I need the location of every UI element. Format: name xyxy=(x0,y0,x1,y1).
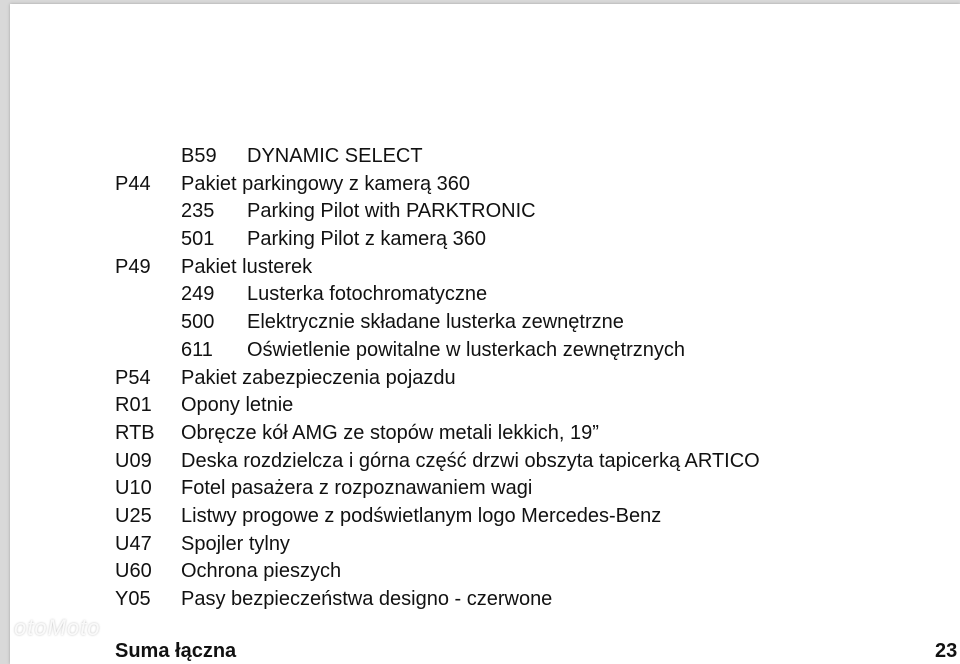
total-label: Suma łączna xyxy=(115,640,237,662)
option-code: P44 xyxy=(115,172,151,195)
option-text: Elektrycznie składane lusterka zewnętrzne xyxy=(247,311,624,334)
option-code: 500 xyxy=(181,311,215,334)
option-text: Pakiet parkingowy z kamerą 360 xyxy=(181,172,471,195)
option-code: 249 xyxy=(181,283,215,306)
option-code: Y05 xyxy=(115,588,151,610)
option-text: Obręcze kół AMG ze stopów metali lekkich, 19” xyxy=(181,421,599,444)
option-text: Pasy bezpieczeństwa designo - czerwone xyxy=(181,588,553,610)
watermark-logo: otoMoto xyxy=(14,615,101,640)
option-text: Spojler tylny xyxy=(181,532,290,555)
option-text: Pakiet zabezpieczenia pojazdu xyxy=(181,366,456,389)
option-code: U60 xyxy=(115,560,152,583)
option-text: Ochrona pieszych xyxy=(181,560,342,583)
document-page xyxy=(10,4,960,664)
option-text: DYNAMIC SELECT xyxy=(247,145,423,167)
option-code: 501 xyxy=(181,228,215,251)
option-text: Deska rozdzielcza i górna część drzwi obszyta tapicerką ARTICO xyxy=(181,449,760,472)
option-code: R01 xyxy=(115,394,152,417)
option-code: U47 xyxy=(115,532,152,555)
option-code: U25 xyxy=(115,504,152,527)
option-code: 611 xyxy=(181,338,213,361)
option-code: U10 xyxy=(115,477,152,500)
option-code: 235 xyxy=(181,200,215,223)
option-text: Parking Pilot with PARKTRONIC xyxy=(247,200,536,223)
option-text: Fotel pasażera z rozpoznawaniem wagi xyxy=(181,477,533,500)
option-code: U09 xyxy=(115,449,152,472)
option-text: Listwy progowe z podświetlanym logo Mercedes-Benz xyxy=(181,504,662,527)
total-value: 23 xyxy=(935,640,958,662)
option-text: Parking Pilot z kamerą 360 xyxy=(247,228,487,251)
option-code: P54 xyxy=(115,366,151,389)
option-code: RTB xyxy=(115,421,155,444)
option-text: Oświetlenie powitalne w lusterkach zewnętrznych xyxy=(247,338,685,361)
option-text: Opony letnie xyxy=(181,394,294,417)
option-code: B59 xyxy=(181,145,217,167)
option-code: P49 xyxy=(115,255,151,278)
option-text: Pakiet lusterek xyxy=(181,255,313,278)
option-text: Lusterka fotochromatyczne xyxy=(247,283,488,306)
